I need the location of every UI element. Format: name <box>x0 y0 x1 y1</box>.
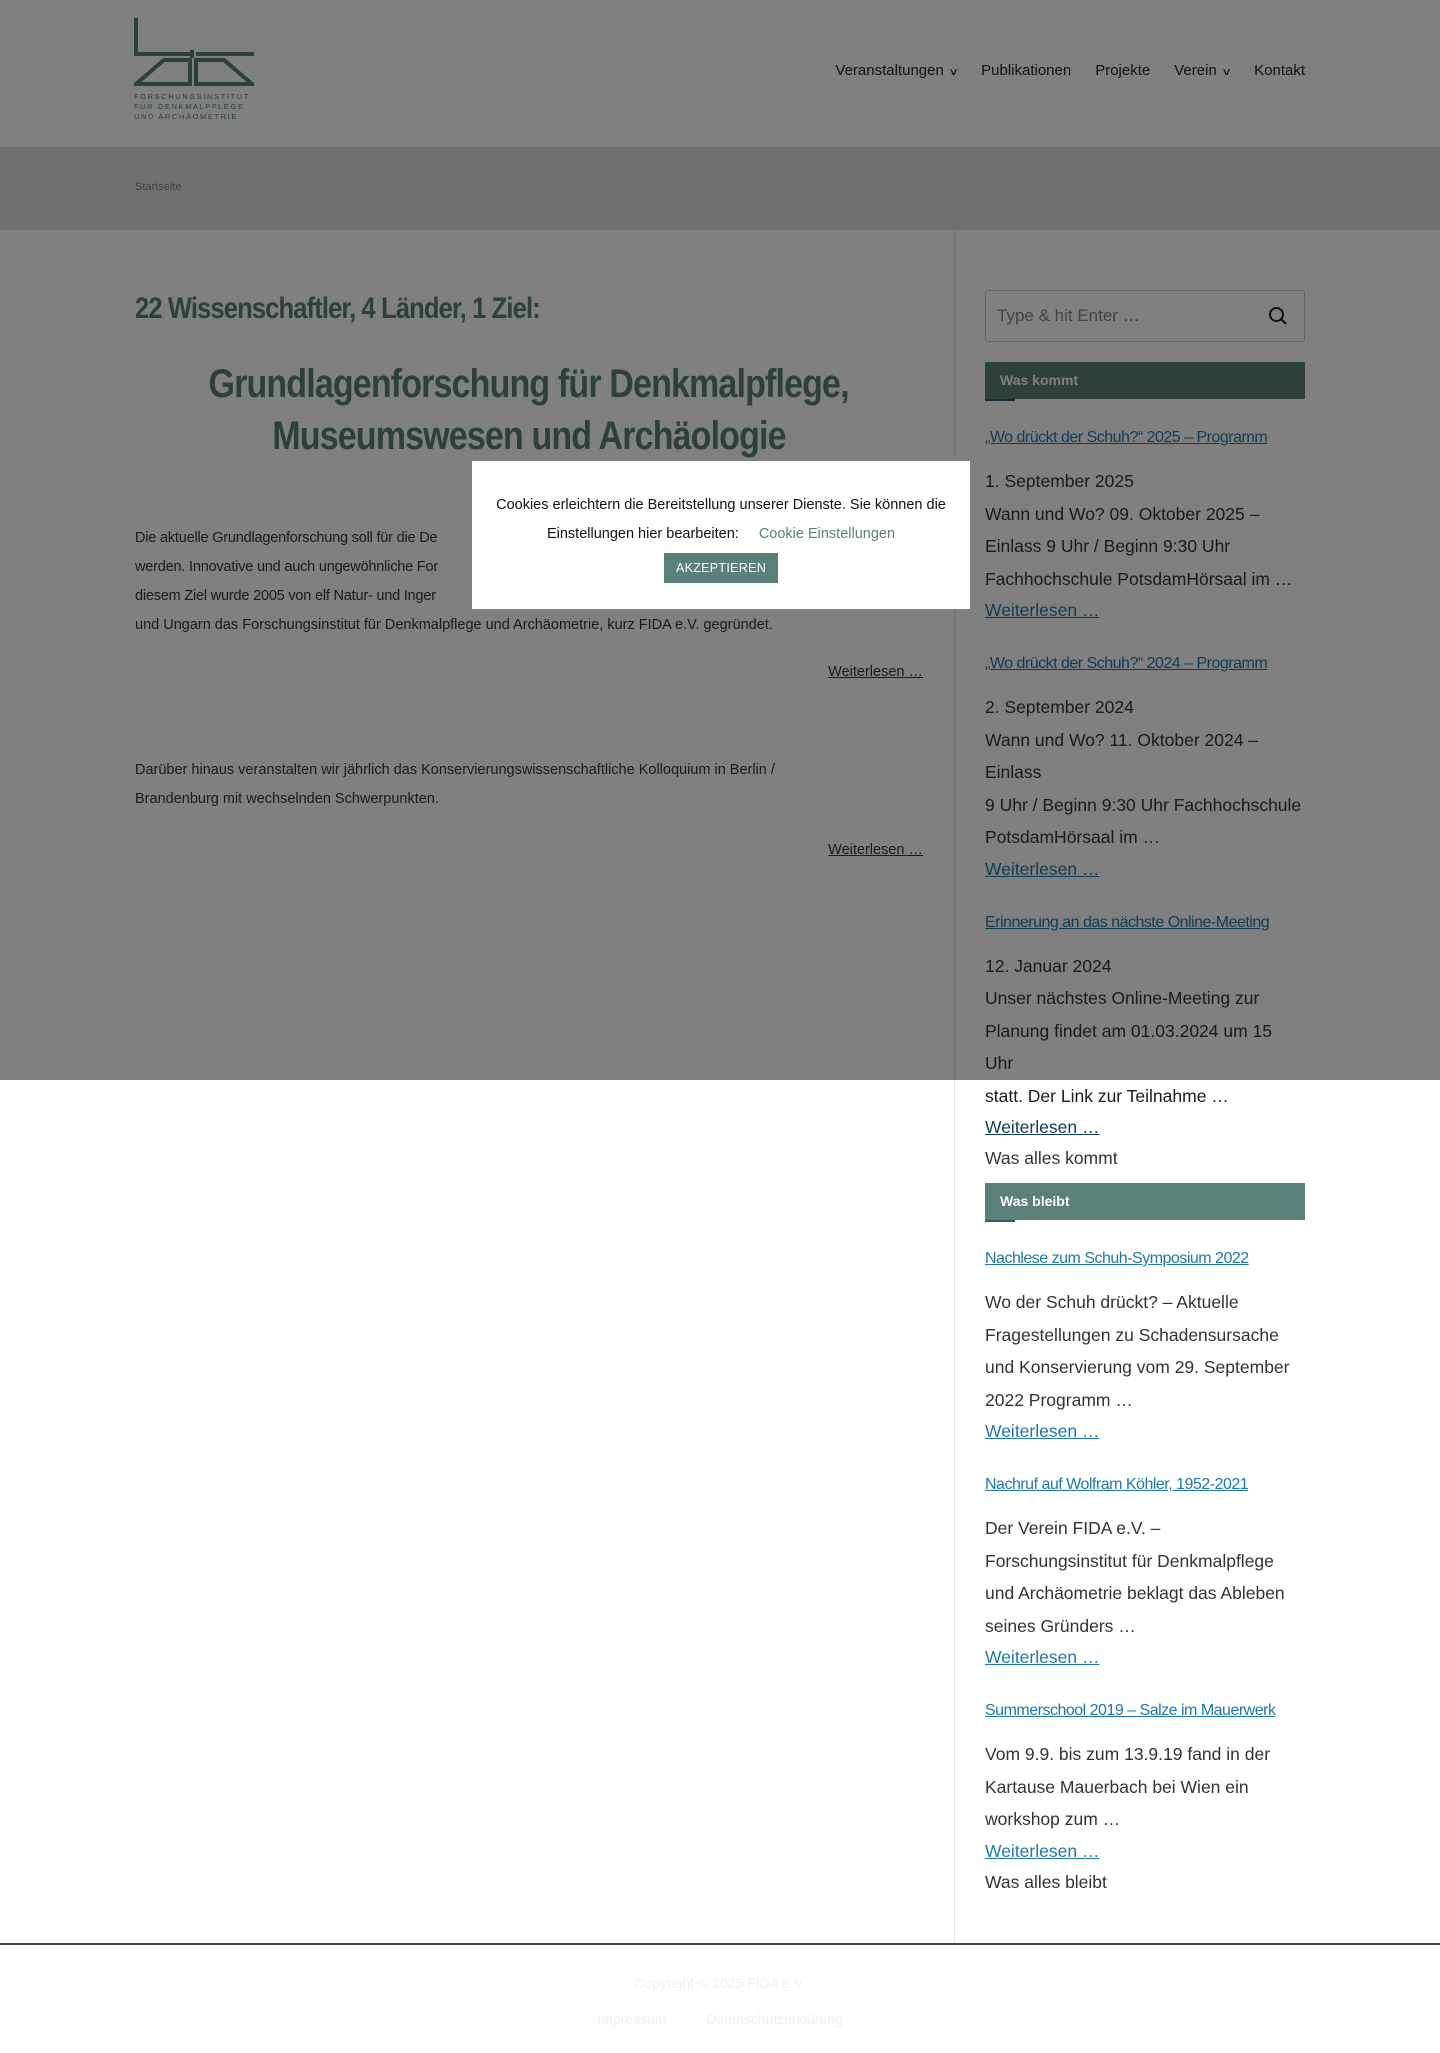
excerpt-line: Forschungsinstitut für Denkmalpflege <box>985 1550 1274 1571</box>
excerpt-line: Der Verein FIDA e.V. – <box>985 1518 1161 1538</box>
post-title-link[interactable]: Summerschool 2019 – Salze im Mauerwerk <box>985 1702 1276 1719</box>
read-more-link[interactable]: Weiterlesen … <box>985 858 1100 879</box>
excerpt-line: Fragestellungen zu Schadensursache <box>985 1324 1279 1345</box>
fida-logo[interactable] <box>134 18 254 88</box>
excerpt-line: 1. September 2025 <box>985 471 1134 491</box>
post-excerpt <box>985 950 1305 1113</box>
para-line: werden. Innovative und auch ungewöhnliche For <box>135 559 438 575</box>
upcoming-posts <box>985 429 1305 1142</box>
read-more-link[interactable]: Weiterlesen … <box>985 1840 1100 1861</box>
para-line: diesem Ziel wurde 2005 von elf Natur- und Inger <box>135 588 436 604</box>
cookie-consent-dialog <box>472 461 970 609</box>
post-title-link[interactable]: Nachlese zum Schuh-Symposium 2022 <box>985 1250 1249 1267</box>
past-posts <box>985 1250 1305 1866</box>
post-title-link[interactable]: Erinnerung an das nächste Online-Meeting <box>985 913 1270 931</box>
intro-title <box>135 358 923 462</box>
search-box <box>985 290 1305 342</box>
excerpt-line: PotsdamHörsaal im … <box>985 827 1161 847</box>
post-excerpt <box>985 1286 1305 1416</box>
nav-projekte[interactable]: Projekte <box>1095 62 1151 79</box>
accept-cookies-button[interactable]: AKZEPTIEREN <box>664 553 778 583</box>
post-title-link[interactable]: „Wo drückt der Schuh?“ 2025 – Programm <box>985 429 1268 446</box>
para-line: Brandenburg mit wechselnden Schwerpunkten. <box>135 791 439 807</box>
search-input[interactable] <box>986 291 1236 341</box>
para-line: und Ungarn das Forschungsinstitut für Denkmalpflege und Archäometrie, kurz FIDA e.V. gegründet. <box>135 617 773 633</box>
excerpt-line: 2. September 2024 <box>985 697 1134 717</box>
footer-copyright: Copyright © 2025 FIDA e.V. <box>634 1975 806 1991</box>
logo-line: FORSCHUNGSINSTITUT <box>134 92 250 101</box>
chevron-down-icon: ∨ <box>1221 67 1232 78</box>
footer-link-datenschutz[interactable]: Datenschutzerklärung <box>706 2011 843 2027</box>
excerpt-line: Wann und Wo? 09. Oktober 2025 – <box>985 503 1260 524</box>
read-more-link[interactable]: Weiterlesen … <box>985 1421 1100 1441</box>
site-header <box>0 0 1440 147</box>
excerpt-line: statt. Der Link zur Teilnahme … <box>985 1085 1229 1106</box>
post-title-link[interactable]: Nachruf auf Wolfram Köhler, 1952-2021 <box>985 1476 1249 1493</box>
excerpt-line: Wo der Schuh drückt? – Aktuelle <box>985 1292 1239 1312</box>
para-line: Darüber hinaus veranstalten wir jährlich das Konservierungswissenschaftliche Kolloquium in Berlin / <box>135 762 775 778</box>
footer-links <box>0 2011 1440 2027</box>
para-line: Die aktuelle Grundlagenforschung soll für die De <box>135 530 438 546</box>
excerpt-line: seines Gründers … <box>985 1615 1136 1636</box>
search-icon[interactable] <box>1268 306 1288 326</box>
main-nav <box>835 62 1305 79</box>
all-upcoming-link[interactable]: Was alles kommt <box>985 1148 1118 1168</box>
logo-line: FÜR DENKMALPFLEGE <box>134 102 245 111</box>
chevron-down-icon: ∨ <box>948 67 959 78</box>
title-line: Grundlagenforschung für Denkmalpflege, <box>208 362 850 406</box>
read-more-link[interactable]: Weiterlesen … <box>985 600 1100 620</box>
excerpt-line: 9 Uhr / Beginn 9:30 Uhr Fachhochschule <box>985 794 1302 815</box>
excerpt-line: Unser nächstes Online-Meeting zur <box>985 988 1260 1008</box>
nav-verein[interactable] <box>1174 62 1230 79</box>
post-title-link[interactable]: „Wo drückt der Schuh?“ 2024 – Programm <box>985 655 1268 672</box>
excerpt-line: Planung findet am 01.03.2024 um 15 Uhr <box>985 1020 1273 1073</box>
nav-label: Veranstaltungen <box>835 62 944 79</box>
excerpt-line: Wann und Wo? 11. Oktober 2024 – Einlass <box>985 729 1259 782</box>
excerpt-line: workshop zum … <box>985 1809 1121 1829</box>
logo-line: UND ARCHÄOMETRIE <box>134 112 238 121</box>
cookie-text: Einstellungen hier bearbeiten: <box>546 526 739 542</box>
post-excerpt <box>985 1738 1305 1836</box>
post-excerpt <box>985 465 1305 595</box>
footer-divider <box>0 1943 1440 1945</box>
read-more-link[interactable]: Weiterlesen … <box>828 842 923 858</box>
sidebar <box>985 290 1305 1893</box>
excerpt-line: Kartause Mauerbach bei Wien ein <box>985 1776 1249 1797</box>
nav-kontakt[interactable]: Kontakt <box>1254 62 1305 79</box>
excerpt-line: Vom 9.9. bis zum 13.9.19 fand in der <box>985 1744 1271 1764</box>
colloquium-paragraph <box>135 756 923 814</box>
excerpt-line: 2022 Programm … <box>985 1389 1133 1410</box>
excerpt-line: Einlass 9 Uhr / Beginn 9:30 Uhr <box>985 536 1231 556</box>
cookie-text: Cookies erleichtern die Bereitstellung unserer Dienste. Sie können die <box>496 497 946 513</box>
widget-title-was-bleibt: Was bleibt <box>985 1183 1305 1220</box>
nav-label: Verein <box>1174 62 1217 79</box>
excerpt-line: Fachhochschule PotsdamHörsaal im … <box>985 568 1293 589</box>
post-excerpt <box>985 691 1305 854</box>
read-more-link[interactable]: Weiterlesen … <box>985 1117 1100 1137</box>
post-excerpt <box>985 1512 1305 1642</box>
all-past-link[interactable]: Was alles bleibt <box>985 1871 1107 1892</box>
nav-publikationen[interactable]: Publikationen <box>981 62 1072 79</box>
read-more-link[interactable]: Weiterlesen … <box>828 664 923 680</box>
excerpt-line: und Konservierung vom 29. September <box>985 1357 1290 1377</box>
read-more-link[interactable]: Weiterlesen … <box>985 1647 1100 1667</box>
excerpt-line: 12. Januar 2024 <box>985 955 1112 976</box>
widget-title-was-kommt: Was kommt <box>985 362 1305 399</box>
footer-link-impressum[interactable]: Impressum <box>597 2011 667 2027</box>
logo-text <box>134 92 259 122</box>
title-line: Museumswesen und Archäologie <box>272 414 786 458</box>
cookie-settings-link[interactable]: Cookie Einstellungen <box>758 526 896 542</box>
excerpt-line: und Archäometrie beklagt das Ableben <box>985 1583 1285 1603</box>
nav-veranstaltungen[interactable] <box>835 62 957 79</box>
breadcrumb-band <box>0 147 1440 230</box>
breadcrumb-home[interactable]: Startseite <box>135 181 182 193</box>
intro-subtitle: 22 Wissenschaftler, 4 Länder, 1 Ziel: <box>135 292 540 325</box>
